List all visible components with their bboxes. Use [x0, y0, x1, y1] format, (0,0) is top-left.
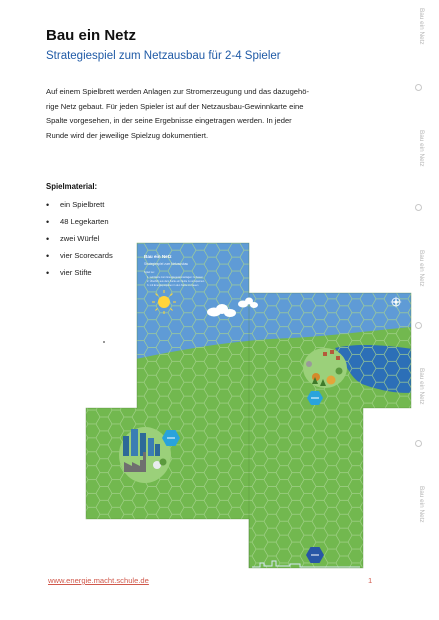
board-card-title: Bau ein Netz — [144, 254, 172, 259]
intro-line: rige Netz gebaut. Für jeden Spieler ist auf der Netzausbau-Gewinnkarte eine — [46, 101, 304, 111]
material-label: vier Stifte — [60, 268, 92, 277]
material-label: 48 Legekarten — [60, 217, 109, 226]
material-label: vier Scorecards — [60, 251, 113, 260]
bullet-icon: • — [46, 216, 50, 227]
board-card-line: 1. Lehrkarte zum Energiegewinnanlagen zu bauen — [147, 276, 203, 279]
document-subtitle: Strategiespiel zum Netzausbau für 2-4 Spieler — [46, 50, 281, 62]
footer-link[interactable]: www.energie.macht.schule.de — [48, 576, 149, 585]
board-card-subtitle: Strategiespiel zum Netzausbau — [144, 262, 189, 266]
forest-icon — [303, 348, 347, 388]
bullet-icon: • — [46, 250, 50, 261]
board-card-line: 3. mit Energieprojekten in den Netze zu bauen — [147, 284, 199, 287]
intro-line: Auf einem Spielbrett werden Anlagen zur Stromerzeugung und das dazugehö- — [46, 87, 309, 96]
sidebar-watermark: Bau ein Netz — [418, 250, 425, 287]
sidebar-watermark: Bau ein Netz — [418, 368, 425, 405]
material-label: ein Spielbrett — [60, 200, 105, 209]
intro-line: Runde wird der jeweilige Spielzug dokumentiert. — [46, 130, 209, 140]
page-number: 1 — [368, 576, 373, 585]
sidebar-watermark: Bau ein Netz — [418, 130, 425, 167]
materials-heading: Spielmaterial: — [46, 182, 98, 191]
material-label: zwei Würfel — [60, 234, 100, 243]
board-card-line: 2. Überlich aus dem Karte ein Netze zu umspannen — [147, 280, 205, 283]
sidebar-watermark: Bau ein Netz — [418, 8, 425, 45]
board-card-heading: Spiel so: — [144, 270, 155, 274]
document-title: Bau ein Netz — [46, 27, 137, 44]
bullet-icon: • — [46, 267, 50, 278]
intro-line: Spalte vorgesehen, in der seine Ergebnisse eingetragen werden. In jeder — [46, 116, 292, 126]
bullet-icon: • — [46, 233, 50, 244]
sidebar-watermark: Bau ein Netz — [418, 486, 425, 523]
bullet-icon: • — [46, 199, 50, 210]
